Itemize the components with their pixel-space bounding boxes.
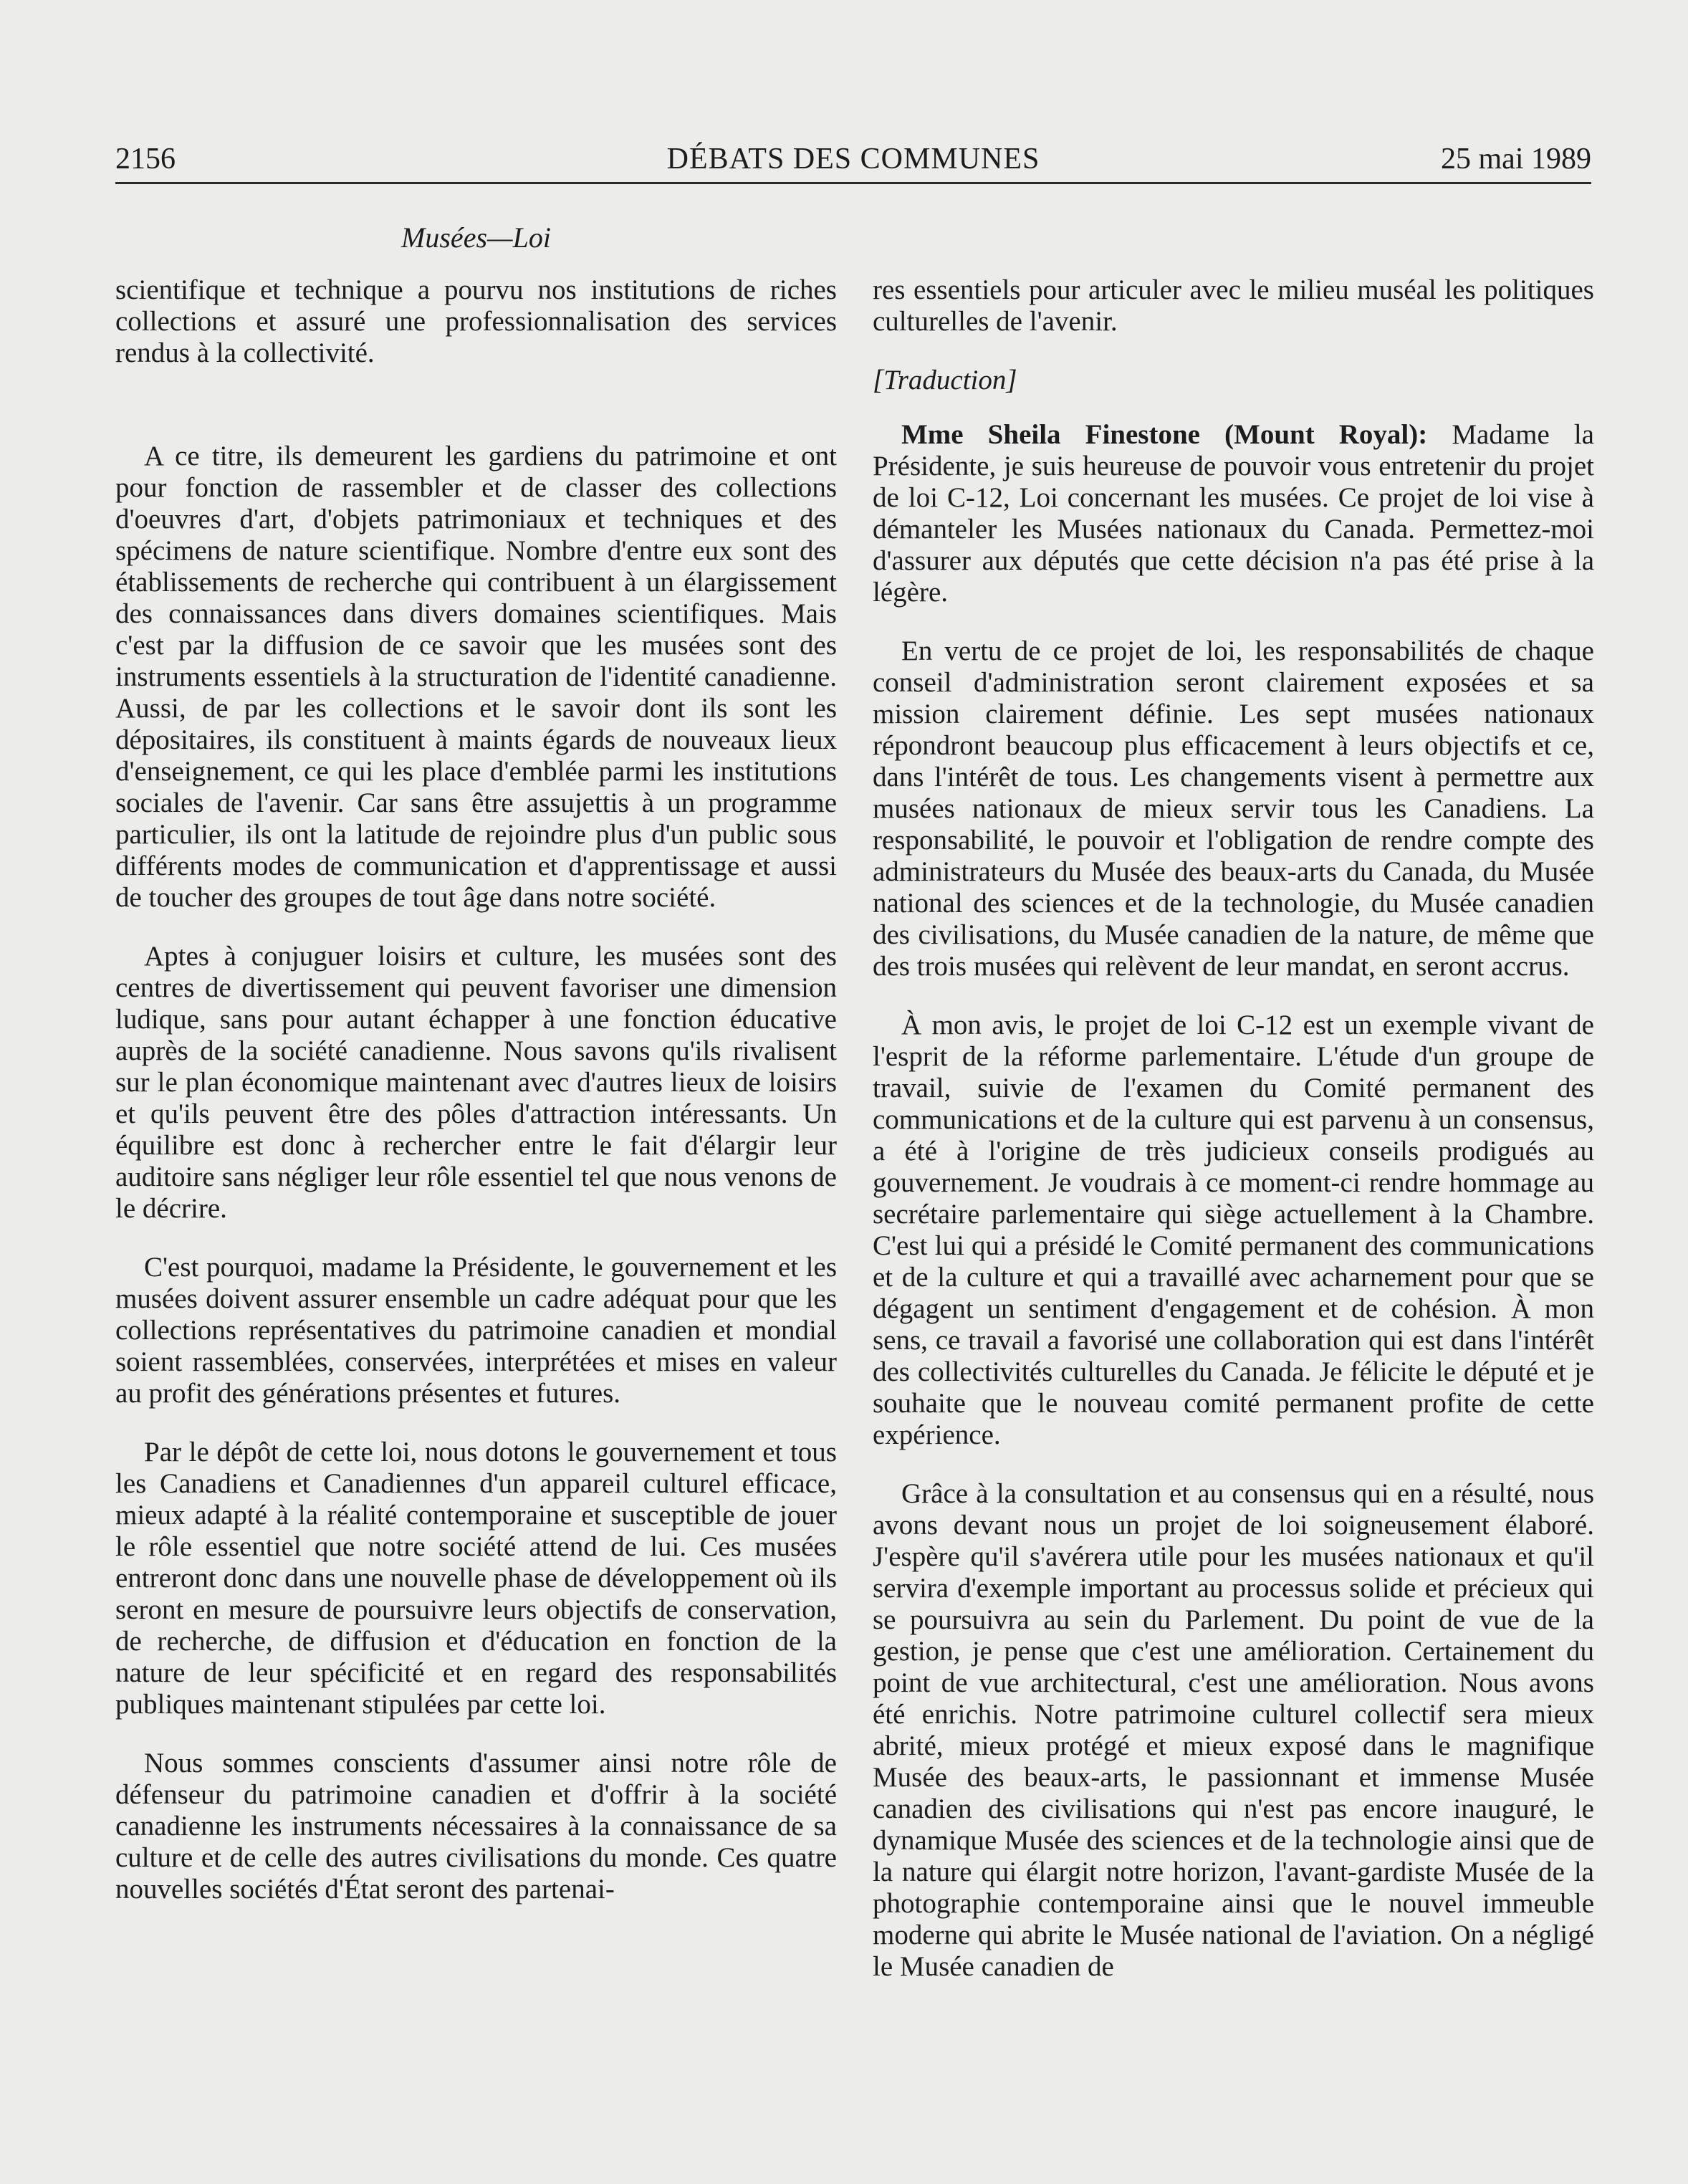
speaker-name: Mme Sheila Finestone (Mount Royal): (901, 419, 1428, 450)
speech-paragraph (873, 419, 1594, 608)
paragraph: Par le dépôt de cette loi, nous dotons le gouvernement et tous les Canadiens et Canadiennes d'un appareil culturel efficace, mieux adapté à la réalité contemporaine et susceptible de jouer le rôle essentiel que notre société attend de lui. Ces musées entreront donc dans une nouvelle phase de développement où ils seront en mesure de poursuivre leurs objectifs de conservation, de recherche, de diffusion et d'éducation en fonction de la nature de leur spécificité et en regard des responsabilités publiques maintenant stipulées par cette loi. (115, 1437, 837, 1720)
paragraph: En vertu de ce projet de loi, les responsabilités de chaque conseil d'administration seront clairement exposées et sa mission clairement définie. Les sept musées nationaux répondront beaucoup plus efficacement à leurs objectifs et ce, dans l'intérêt de tous. Les changements visent à permettre aux musées nationaux de mieux servir tous les Canadiens. La responsabilité, le pouvoir et l'obligation de rendre compte des administrateurs du Musée des beaux-arts du Canada, du Musée national des sciences et de la technologie, du Musée canadien des civilisations, du Musée canadien de la nature, de même que des trois musées qui relèvent de leur mandat, en seront accrus. (873, 636, 1594, 982)
paragraph: Grâce à la consultation et au consensus qui en a résulté, nous avons devant nous un projet de loi soigneusement élaboré. J'espère qu'il s'avérera utile pour les musées nationaux et qu'il servira d'exemple important au processus solide et précieux qui se poursuivra au sein du Parlement. Du point de vue de la gestion, je pense que c'est une amélioration. Certainement du point de vue architectural, c'est une amélioration. Nous avons été enrichis. Notre patrimoine culturel collectif sera mieux abrité, mieux protégé et mieux exposé dans le magnifique Musée des beaux-arts, le passionnant et immense Musée canadien des civilisations qui n'est pas encore inauguré, le dynamique Musée des sciences et de la technologie ainsi que de la nature qui élargit notre horizon, l'avant-gardiste Musée de la photographie contemporaine ainsi que le nouvel immeuble moderne qui abrite le Musée national de l'aviation. On a négligé le Musée canadien de (873, 1478, 1594, 1982)
right-column (873, 274, 1594, 2010)
journal-title: DÉBATS DES COMMUNES (666, 143, 1040, 176)
paragraph: À mon avis, le projet de loi C-12 est un exemple vivant de l'esprit de la réforme parlementaire. L'étude d'un groupe de travail, suivie de l'examen du Comité permanent des communications et de la culture qui est parvenu à un consensus, a été à l'origine de très judicieux conseils prodigués au gouvernement. Je voudrais à ce moment-ci rendre hommage au secrétaire parlementaire qui siège actuellement à la Chambre. C'est lui qui a présidé le Comité permanent des communications et de la culture et qui a travaillé avec acharnement pour que se dégagent un sentiment d'engagement et de cohésion. À mon sens, ce travail a favorisé une collaboration qui est dans l'intérêt des collectivités culturelles du Canada. Je félicite le député et je souhaite que le nouveau comité permanent profite de cette expérience. (873, 1010, 1594, 1450)
paragraph: Nous sommes conscients d'assumer ainsi notre rôle de défenseur du patrimoine canadien et d'offrir à la société canadienne les instruments nécessaires à la connaissance de sa culture et de celle des autres civilisations du monde. Ces quatre nouvelles sociétés d'État seront des partenai- (115, 1748, 837, 1905)
section-title: Musées—Loi (401, 221, 551, 254)
paragraph: A ce titre, ils demeurent les gardiens du patrimoine et ont pour fonction de rassembler et de classer des collections d'oeuvres d'art, d'objets patrimoniaux et techniques et des spécimens de nature scientifique. Nombre d'entre eux sont des établissements de recherche qui contribuent à un élargissement des connaissances dans divers domaines scientifiques. Mais c'est par la diffusion de ce savoir que les musées sont des instruments essentiels à la structuration de l'identité canadienne. Aussi, de par les collections et le savoir dont ils sont les dépositaires, ils constituent à maints égards de nouveaux lieux d'enseignement, ce qui les place d'emblée parmi les institutions sociales de l'avenir. Car sans être assujettis à un programme particulier, ils ont la latitude de rejoindre plus d'un public sous différents modes de communication et d'apprentissage et aussi de toucher des groupes de tout âge dans notre société. (115, 441, 837, 913)
page-number: 2156 (115, 143, 176, 176)
paragraph: C'est pourquoi, madame la Présidente, le gouvernement et les musées doivent assurer ensemble un cadre adéquat pour que les collections représentatives du patrimoine canadien et mondial soient rassemblées, conservées, interprétées et mises en valeur au profit des générations présentes et futures. (115, 1252, 837, 1409)
left-column (115, 274, 837, 1932)
page-header (115, 142, 1591, 185)
speech-text: Madame la Présidente, je suis heureuse de pouvoir vous entretenir du projet de loi C-12, Loi concernant les musées. Ce projet de loi vise à démanteler les Musées nationaux du Canada. Permettez-moi d'assurer aux députés que cette décision n'a pas été prise à la légère. (873, 419, 1594, 608)
header-rule (115, 182, 1591, 184)
translation-note: [Traduction] (873, 365, 1017, 396)
publication-date: 25 mai 1989 (1441, 143, 1591, 176)
paragraph: res essentiels pour articuler avec le milieu muséal les politiques culturelles de l'avenir. (873, 274, 1594, 337)
paragraph: Aptes à conjuguer loisirs et culture, les musées sont des centres de divertissement qui peuvent favoriser une dimension ludique, sans pour autant échapper à une fonction éducative auprès de la société canadienne. Nous savons qu'ils rivalisent sur le plan économique maintenant avec d'autres lieux de loisirs et qu'ils peuvent être des pôles d'attraction intéressants. Un équilibre est donc à rechercher entre le fait d'élargir leur auditoire sans négliger leur rôle essentiel tel que nous venons de le décrire. (115, 941, 837, 1224)
paragraph: scientifique et technique a pourvu nos institutions de riches collections et assuré une professionnalisation des services rendus à la collectivité. (115, 274, 837, 368)
